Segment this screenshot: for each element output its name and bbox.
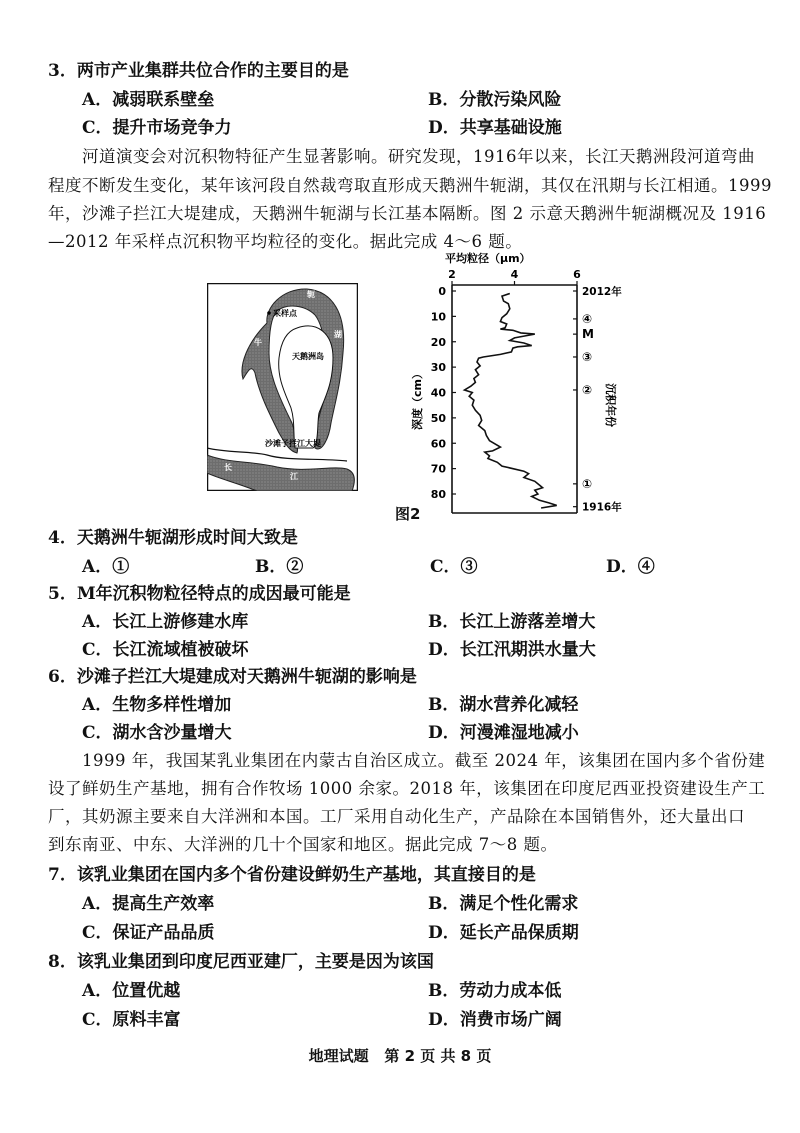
option-text: 劳动力成本低 <box>459 981 562 1001</box>
grain-size-line <box>465 294 557 509</box>
question-number: 5． <box>48 584 77 604</box>
option-text: 河漫滩湿地减小 <box>459 723 579 743</box>
option-a[interactable] <box>82 893 214 915</box>
question-stem: 该乳业集团在国内多个省份建设鲜奶生产基地，其直接目的是 <box>76 865 536 885</box>
option-text: 共享基础设施 <box>459 118 562 138</box>
footer-subject: 地理试题 <box>308 1047 369 1065</box>
option-label: B． <box>428 90 460 110</box>
map-label-lake-3: 湖 <box>334 330 342 339</box>
map-label-dam: 沙滩子拦江大堤 <box>265 439 321 448</box>
option-label: D． <box>428 640 460 660</box>
right-marker-label: ④ <box>582 311 593 326</box>
y-tick-label: 60 <box>430 437 446 451</box>
option-text: 位置优越 <box>112 981 181 1001</box>
option-text: 分散污染风险 <box>459 90 562 110</box>
option-text: 长江上游落差增大 <box>459 612 596 632</box>
passage-river-line-3: 年，沙滩子拦江大堤建成，天鹅洲牛轭湖与长江基本隔断。图 2 示意天鹅洲牛轭湖概况及 1916 <box>48 204 767 223</box>
option-b[interactable] <box>255 556 303 578</box>
chart-y-label: 深度（cm） <box>411 368 424 430</box>
figure-label: 图2 <box>395 505 421 523</box>
option-a[interactable] <box>82 694 231 716</box>
option-a[interactable] <box>82 89 214 111</box>
option-d[interactable] <box>428 722 579 744</box>
right-marker-label: ① <box>582 476 593 491</box>
y-tick-label: 80 <box>430 488 446 501</box>
option-label: D． <box>428 923 460 943</box>
y-tick-label: 30 <box>430 361 446 375</box>
map-label-lake-1: 牛 <box>254 338 262 347</box>
option-a[interactable] <box>82 980 180 1002</box>
option-label: C． <box>82 118 113 138</box>
option-label: B． <box>255 557 287 577</box>
option-d[interactable] <box>428 639 596 661</box>
question-stem: M年沉积物粒径特点的成因最可能是 <box>76 584 351 604</box>
option-label: B． <box>428 981 460 1001</box>
option-label: C． <box>82 1010 113 1030</box>
option-b[interactable] <box>428 89 561 111</box>
chart-x-ticks <box>448 268 581 285</box>
question-number: 4． <box>48 528 77 548</box>
chart-axes <box>452 285 577 513</box>
passage-river-line-4: —2012 年采样点沉积物平均粒径的变化。据此完成 4～6 题。 <box>48 232 523 251</box>
option-d[interactable] <box>428 922 579 944</box>
x-tick-label: 4 <box>510 268 519 281</box>
option-text: 延长产品保质期 <box>459 923 579 943</box>
option-label: A． <box>82 981 113 1001</box>
option-d[interactable] <box>428 1009 562 1031</box>
question-number: 3． <box>48 61 77 81</box>
option-b[interactable] <box>428 694 578 716</box>
option-text: 消费市场广阔 <box>459 1010 562 1030</box>
map-label-sample-point: 采样点 <box>273 309 297 318</box>
page-footer <box>0 1045 800 1066</box>
option-text: 提高生产效率 <box>112 894 215 914</box>
y-tick-label: 40 <box>430 386 446 400</box>
option-text: 湖水营养化减轻 <box>459 695 579 715</box>
option-label: B． <box>428 695 460 715</box>
option-label: D． <box>428 1010 460 1030</box>
option-c[interactable] <box>82 1009 181 1031</box>
option-text: ③ <box>460 557 478 577</box>
y-tick-label: 10 <box>430 310 446 324</box>
option-text: 长江流域植被破坏 <box>112 640 249 660</box>
right-marker-label: 1916年 <box>582 501 622 514</box>
option-label: D． <box>428 723 460 743</box>
option-c[interactable] <box>82 922 215 944</box>
option-a[interactable] <box>82 611 248 633</box>
option-text: 提升市场竞争力 <box>112 118 232 138</box>
passage-dairy-line-2: 设了鲜奶生产基地，拥有合作牧场 1000 余家。2018 年，该集团在印度尼西亚投资建设生产工 <box>48 779 766 798</box>
question-8 <box>48 951 434 973</box>
question-stem: 沙滩子拦江大堤建成对天鹅洲牛轭湖的影响是 <box>76 667 417 687</box>
option-text: 长江上游修建水库 <box>112 612 249 632</box>
option-c[interactable] <box>82 639 249 661</box>
question-stem: 天鹅洲牛轭湖形成时间大致是 <box>76 528 298 548</box>
option-d[interactable] <box>428 117 562 139</box>
y-tick-label: 0 <box>438 285 446 298</box>
option-text: 保证产品品质 <box>112 923 215 943</box>
option-label: A． <box>82 894 113 914</box>
option-c[interactable] <box>82 722 232 744</box>
passage-dairy-line-4: 到东南亚、中东、大洋洲的几十个国家和地区。据此完成 7～8 题。 <box>48 835 558 854</box>
option-c[interactable] <box>430 556 478 578</box>
option-label: A． <box>82 557 113 577</box>
map-label-island: 天鹅洲岛 <box>292 352 324 361</box>
right-marker-label: ② <box>582 382 593 397</box>
option-label: D． <box>606 557 638 577</box>
grain-size-chart <box>395 250 635 525</box>
option-text: 减弱联系壁垒 <box>112 90 215 110</box>
passage-river-line-2: 程度不断发生变化，某年该河段自然裁弯取直形成天鹅洲牛轭湖，其仅在汛期与长江相通。1999 <box>48 176 772 195</box>
option-label: A． <box>82 695 113 715</box>
option-a[interactable] <box>82 556 129 578</box>
x-tick-label: 6 <box>573 268 581 281</box>
passage-dairy-line-1: 1999 年，我国某乳业集团在内蒙古自治区成立。截至 2024 年，该集团在国内多个省份建 <box>82 751 766 770</box>
option-label: C． <box>82 640 113 660</box>
option-label: C． <box>82 723 113 743</box>
map-label-river-1: 长 <box>224 463 232 472</box>
y-tick-label: 20 <box>430 335 446 349</box>
option-label: B． <box>428 612 460 632</box>
option-label: B． <box>428 894 460 914</box>
map-label-lake-2: 轭 <box>307 290 315 299</box>
right-marker-label: ③ <box>582 349 593 364</box>
right-marker-label: M <box>582 327 594 342</box>
question-7 <box>48 864 536 886</box>
passage-dairy-line-3: 厂，其奶源主要来自大洋洲和本国。工厂采用自动化生产，产品除在本国销售外，还大量出口 <box>48 807 745 826</box>
question-4 <box>48 527 298 549</box>
right-marker-label: 2012年 <box>582 286 622 298</box>
option-b[interactable] <box>428 611 595 633</box>
option-b[interactable] <box>428 980 561 1002</box>
question-3 <box>48 60 349 82</box>
option-label: A． <box>82 612 113 632</box>
map-label-river-2: 江 <box>290 472 298 481</box>
y-tick-label: 70 <box>430 462 446 476</box>
option-text: 满足个性化需求 <box>459 894 579 914</box>
option-d[interactable] <box>606 556 655 578</box>
option-label: C． <box>430 557 461 577</box>
option-text: 原料丰富 <box>112 1010 181 1030</box>
oxbow-lake-map <box>207 283 358 491</box>
option-label: A． <box>82 90 113 110</box>
footer-page: 第 2 页 共 8 页 <box>384 1047 492 1065</box>
option-label: D． <box>428 118 460 138</box>
question-stem: 两市产业集群共位合作的主要目的是 <box>76 61 349 81</box>
question-number: 6． <box>48 667 77 687</box>
question-number: 8． <box>48 952 77 972</box>
question-5 <box>48 583 351 605</box>
chart-title: 平均粒径（μm） <box>445 252 531 265</box>
passage-river-line-1: 河道演变会对沉积物特征产生显著影响。研究发现，1916年以来，长江天鹅洲段河道弯曲 <box>82 147 755 166</box>
option-text: 湖水含沙量增大 <box>112 723 232 743</box>
question-stem: 该乳业集团到印度尼西亚建厂，主要是因为该国 <box>76 952 434 972</box>
y-tick-label: 50 <box>430 411 446 425</box>
option-c[interactable] <box>82 117 232 139</box>
question-number: 7． <box>48 865 77 885</box>
question-6 <box>48 666 417 688</box>
option-text: 生物多样性增加 <box>112 695 232 715</box>
option-b[interactable] <box>428 893 578 915</box>
option-text: ④ <box>637 557 655 577</box>
chart-right-label: 沉积年份 <box>604 383 617 428</box>
option-text: ② <box>286 557 304 577</box>
option-text: ① <box>112 557 130 577</box>
x-tick-label: 2 <box>448 268 456 281</box>
sample-point-marker <box>267 311 271 315</box>
option-label: C． <box>82 923 113 943</box>
option-text: 长江汛期洪水量大 <box>459 640 596 660</box>
